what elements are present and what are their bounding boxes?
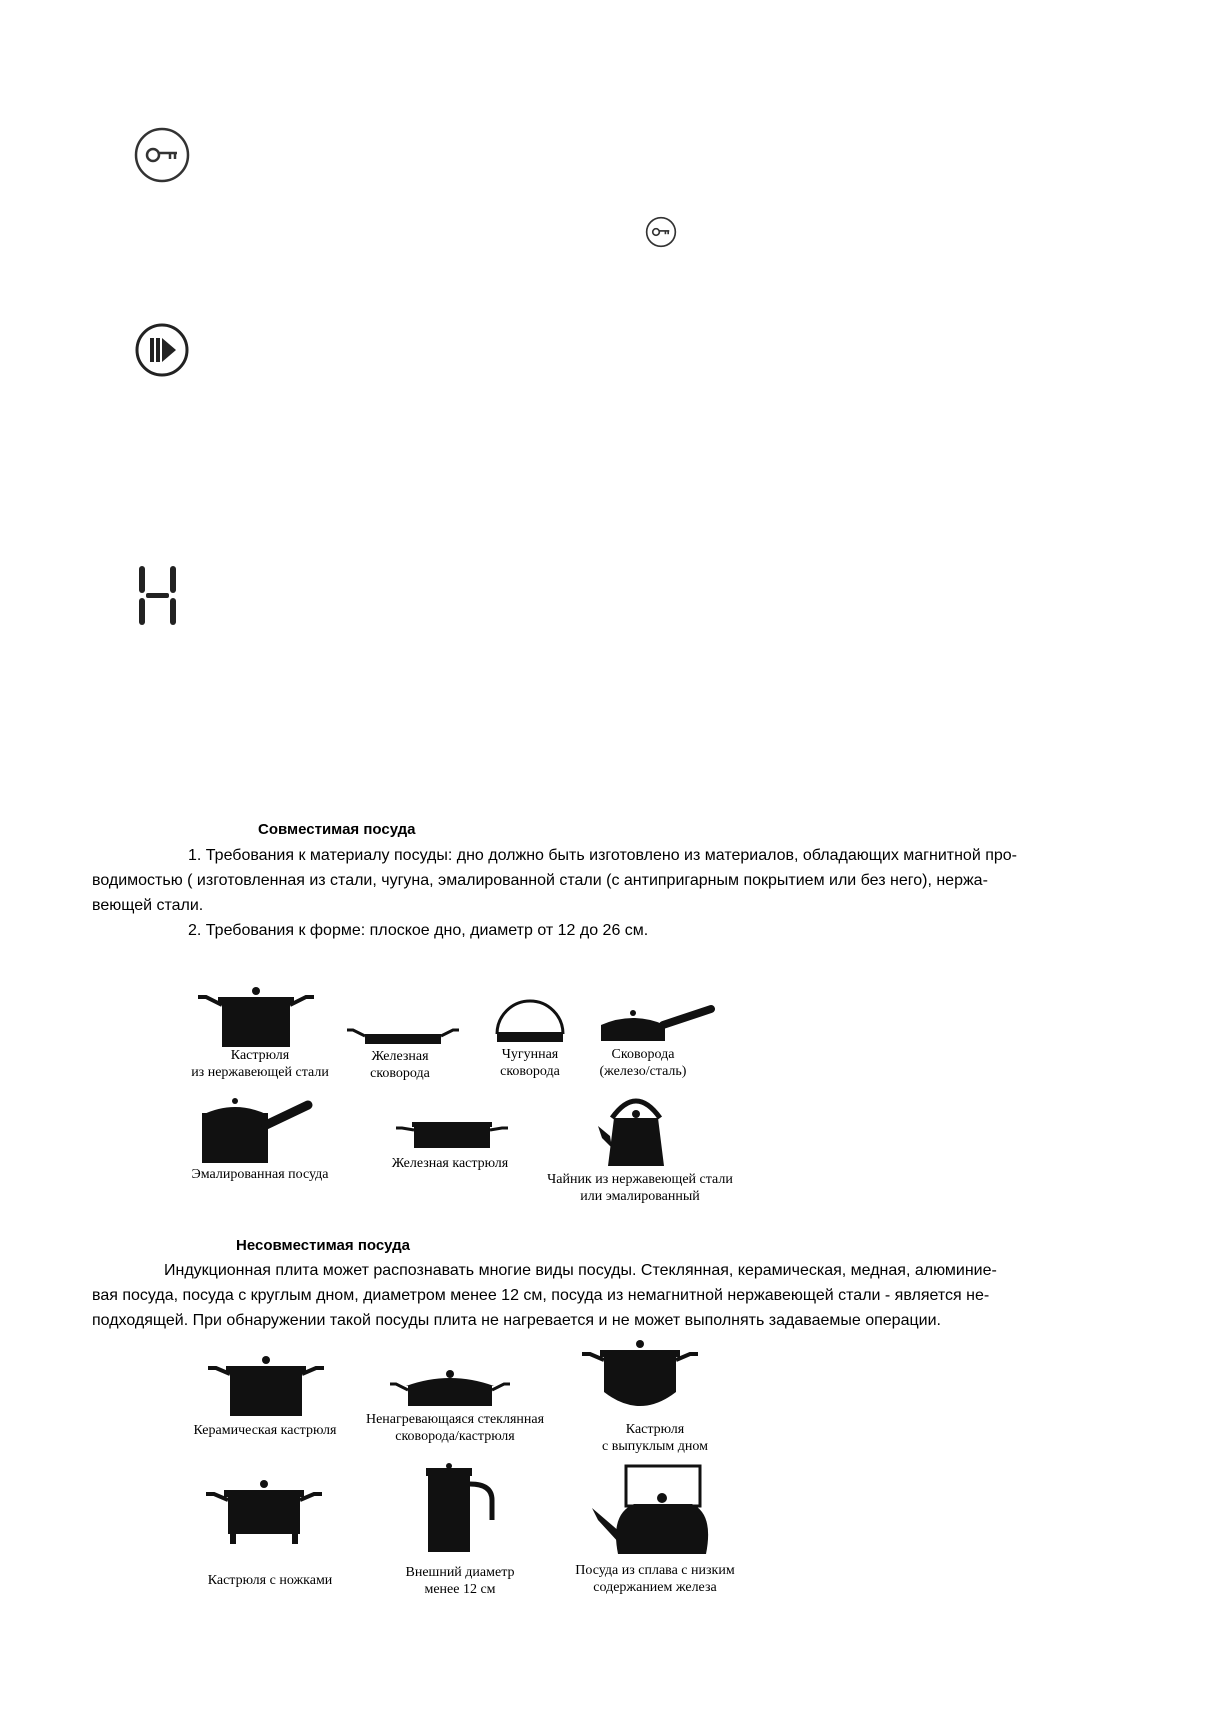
digit-h-icon — [137, 563, 179, 629]
kettle-icon — [590, 1462, 710, 1559]
incompatible-heading: Несовместимая посуда — [236, 1237, 411, 1254]
flat-pot-icon — [396, 1114, 508, 1155]
incompatible-paragraph-line: вая посуда, посуда с круглым дном, диаметром менее 12 см, посуда из немагнитной нержавеющей стали - является не- — [92, 1287, 990, 1304]
incompatible-item-caption: Кастрюля с выпуклым дном — [602, 1422, 708, 1454]
pot-icon — [206, 1352, 336, 1423]
incompatible-item-caption: Кастрюля с ножками — [207, 1573, 333, 1588]
incompatible-paragraph-line: подходящей. При обнаружении такой посуды плита не нагревается и не может выполнять задаваемые операции. — [92, 1312, 941, 1329]
compatible-paragraph-line: 1. Требования к материалу посуды: дно должно быть изготовлено из материалов, обладающих магнитной про- — [188, 847, 1017, 864]
key-lock-icon — [133, 126, 191, 184]
low-pot-icon — [390, 1366, 510, 1413]
compatible-item-caption: Железная кастрюля — [391, 1156, 509, 1171]
pot-icon — [196, 983, 326, 1054]
compatible-item-caption: Чайник из нержавеющей стали или эмалированный — [547, 1172, 733, 1204]
incompatible-item-caption: Керамическая кастрюля — [193, 1423, 337, 1438]
compatible-item-caption: Кастрюля из нержавеющей стали — [191, 1048, 329, 1080]
compatible-paragraph-line: 2. Требования к форме: плоское дно, диаметр от 12 до 26 см. — [188, 922, 649, 939]
frying-pan-icon — [599, 1003, 719, 1050]
compatible-item-caption: Эмалированная посуда — [191, 1167, 329, 1182]
kettle-icon — [596, 1088, 676, 1173]
pause-play-icon — [133, 321, 191, 379]
round-pot-icon — [580, 1336, 710, 1421]
incompatible-paragraph-line: Индукционная плита может распознавать многие виды посуды. Стеклянная, керамическая, медная, алюминие- — [164, 1262, 997, 1279]
saucepan-icon — [200, 1095, 330, 1170]
tall-jug-icon — [422, 1460, 502, 1559]
dome-pan-icon — [493, 998, 567, 1049]
compatible-item-caption: Железная сковорода — [370, 1049, 430, 1081]
compatible-item-caption: Чугунная сковорода — [500, 1047, 560, 1079]
compatible-item-caption: Сковорода (железо/сталь) — [599, 1047, 687, 1079]
compatible-heading: Совместимая посуда — [258, 821, 416, 838]
legged-pot-icon — [204, 1474, 334, 1551]
incompatible-item-caption: Внешний диаметр менее 12 см — [405, 1565, 515, 1597]
compatible-paragraph-line: веющей стали. — [92, 897, 204, 914]
incompatible-item-caption: Ненагревающаяся стеклянная сковорода/кастрюля — [365, 1412, 545, 1444]
key-lock-small-icon — [645, 216, 677, 248]
compatible-paragraph-line: водимостью ( изготовленная из стали, чугуна, эмалированной стали (с антипригарным покрытием или без него), нержа- — [92, 872, 988, 889]
incompatible-item-caption: Посуда из сплава с низким содержанием железа — [575, 1563, 735, 1595]
